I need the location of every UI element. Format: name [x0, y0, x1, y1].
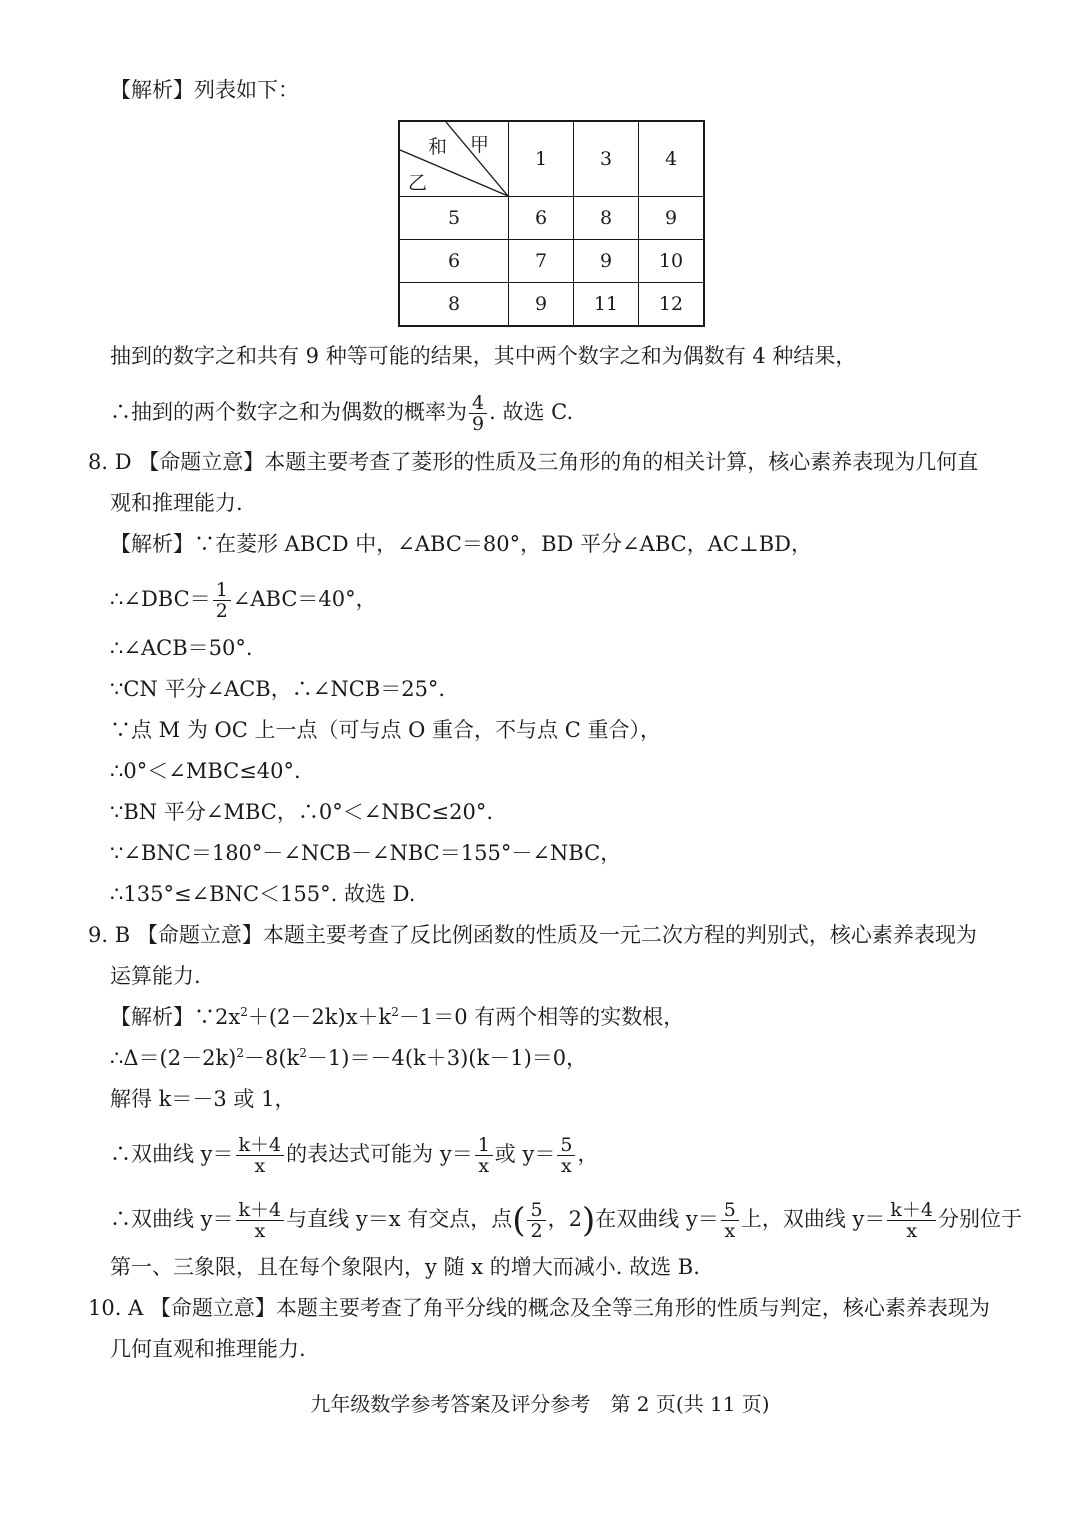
table-header-cell: 3	[574, 121, 639, 197]
fraction	[887, 1200, 936, 1241]
table-row	[399, 240, 704, 283]
q9-analysis-line: 解得 k＝－3 或 1，	[110, 1087, 296, 1111]
q8-heading: 8. D 【命题立意】本题主要考查了菱形的性质及三角形的角的相关计算，核心素养表现为几何直	[88, 450, 979, 474]
text: ＋(2－2k)x＋k	[247, 1005, 392, 1029]
numerator: 4	[469, 393, 487, 414]
fraction	[213, 580, 231, 621]
numerator: 1	[213, 580, 231, 601]
q8-analysis-line: ∴135°≤∠BNC＜155°. 故选 D.	[110, 882, 416, 906]
denominator: 2	[530, 1220, 543, 1242]
analysis-intro: 【解析】列表如下：	[110, 78, 299, 102]
fraction	[475, 1135, 493, 1176]
fraction	[527, 1200, 545, 1241]
sum-table	[398, 120, 705, 327]
text: 【解析】∵2x	[110, 1005, 241, 1029]
table-cell: 9	[574, 240, 639, 283]
table-header-cell: 4	[639, 121, 705, 197]
denominator: x	[724, 1220, 736, 1242]
fraction	[557, 1135, 575, 1176]
q8-heading-cont: 观和推理能力.	[110, 491, 243, 515]
text: ∴Δ＝(2－2k)	[110, 1046, 237, 1070]
text: . 故选 C.	[489, 400, 574, 424]
text: ，2	[547, 1207, 582, 1231]
fraction	[236, 1200, 285, 1241]
q9-analysis-line	[110, 1044, 587, 1072]
corner-label-jia: 甲	[470, 134, 490, 156]
numerator: 1	[475, 1135, 493, 1156]
corner-label-sum: 和	[428, 136, 448, 158]
table-header-cell: 1	[509, 121, 574, 197]
denominator: 2	[215, 600, 228, 622]
denominator: x	[254, 1220, 266, 1242]
denominator: x	[254, 1155, 266, 1177]
q8-analysis-line: ∵CN 平分∠ACB，∴∠NCB＝25°.	[110, 677, 446, 701]
text: 分别位于	[938, 1207, 1023, 1231]
table-row	[399, 197, 704, 240]
right-paren: )	[581, 1200, 596, 1241]
numerator: 5	[557, 1135, 575, 1156]
page-footer: 九年级数学参考答案及评分参考 第 2 页(共 11 页)	[310, 1392, 770, 1416]
table-row	[399, 283, 704, 327]
q9-analysis-line	[110, 1003, 684, 1031]
q8-analysis-line: ∵∠BNC＝180°－∠NCB－∠NBC＝155°－∠NBC，	[110, 841, 622, 865]
table-cell: 6	[509, 197, 574, 240]
text: ∴∠DBC＝	[110, 587, 211, 611]
q7-probability	[110, 393, 573, 434]
table-cell: 11	[574, 283, 639, 327]
numerator: 5	[721, 1200, 739, 1221]
text: 在双曲线 y＝	[595, 1207, 719, 1231]
text: 的表达式可能为 y＝	[286, 1142, 473, 1166]
table-cell: 9	[509, 283, 574, 327]
q9-analysis-line	[110, 1135, 598, 1176]
table-row-label: 8	[399, 283, 509, 327]
q9-analysis-line: 第一、三象限，且在每个象限内，y 随 x 的增大而减小. 故选 B.	[110, 1255, 700, 1279]
superscript: 2	[236, 1046, 244, 1060]
text: ∴双曲线 y＝	[110, 1142, 234, 1166]
denominator: x	[478, 1155, 490, 1177]
table-corner-cell	[399, 121, 509, 197]
superscript: 2	[391, 1005, 399, 1019]
denominator: x	[906, 1220, 918, 1242]
q10-heading-cont: 几何直观和推理能力.	[110, 1337, 306, 1361]
corner-label-yi: 乙	[408, 172, 428, 194]
table-row-label: 6	[399, 240, 509, 283]
text: ∴抽到的两个数字之和为偶数的概率为	[110, 400, 467, 424]
fraction	[469, 393, 487, 434]
table-cell: 7	[509, 240, 574, 283]
q8-analysis-line: ∵BN 平分∠MBC，∴0°＜∠NBC≤20°.	[110, 800, 494, 824]
q8-analysis-line: ∴0°＜∠MBC≤40°.	[110, 759, 301, 783]
numerator: 5	[527, 1200, 545, 1221]
q9-heading-cont: 运算能力.	[110, 964, 201, 988]
left-paren: (	[512, 1200, 526, 1241]
table-cell: 12	[639, 283, 705, 327]
table-cell: 9	[639, 197, 705, 240]
q8-analysis-line: ∵点 M 为 OC 上一点（可与点 O 重合，不与点 C 重合），	[110, 718, 661, 742]
q8-analysis-line: 【解析】∵在菱形 ABCD 中，∠ABC＝80°，BD 平分∠ABC，AC⊥BD，	[110, 532, 812, 556]
q9-analysis-line	[110, 1200, 1022, 1241]
text: 或 y＝	[494, 1142, 556, 1166]
text: ，	[577, 1142, 599, 1166]
q7-result-count: 抽到的数字之和共有 9 种等可能的结果，其中两个数字之和为偶数有 4 种结果，	[110, 344, 857, 368]
numerator: k＋4	[887, 1200, 936, 1221]
fraction	[721, 1200, 739, 1241]
q9-heading: 9. B 【命题立意】本题主要考查了反比例函数的性质及一元二次方程的判别式，核心素养表现为	[88, 923, 977, 947]
table-cell: 8	[574, 197, 639, 240]
text: ∠ABC＝40°，	[232, 587, 377, 611]
fraction	[236, 1135, 285, 1176]
superscript: 2	[240, 1005, 248, 1019]
text: －8(k	[244, 1046, 300, 1070]
q8-analysis-line	[110, 580, 377, 621]
table-row-label: 5	[399, 197, 509, 240]
superscript: 2	[299, 1046, 307, 1060]
text: 上，双曲线 y＝	[740, 1207, 886, 1231]
numerator: k＋4	[236, 1135, 285, 1156]
table-cell: 10	[639, 240, 705, 283]
text: －1)＝－4(k＋3)(k－1)＝0，	[306, 1046, 588, 1070]
q10-heading: 10. A 【命题立意】本题主要考查了角平分线的概念及全等三角形的性质与判定，核心素养表现为	[88, 1296, 990, 1320]
text: －1＝0 有两个相等的实数根，	[398, 1005, 685, 1029]
denominator: 9	[472, 413, 485, 435]
table-header-row	[399, 121, 704, 197]
text: 与直线 y＝x 有交点，点	[286, 1207, 513, 1231]
q8-analysis-line: ∴∠ACB＝50°.	[110, 636, 253, 660]
text: ∴双曲线 y＝	[110, 1207, 234, 1231]
numerator: k＋4	[236, 1200, 285, 1221]
denominator: x	[561, 1155, 572, 1177]
